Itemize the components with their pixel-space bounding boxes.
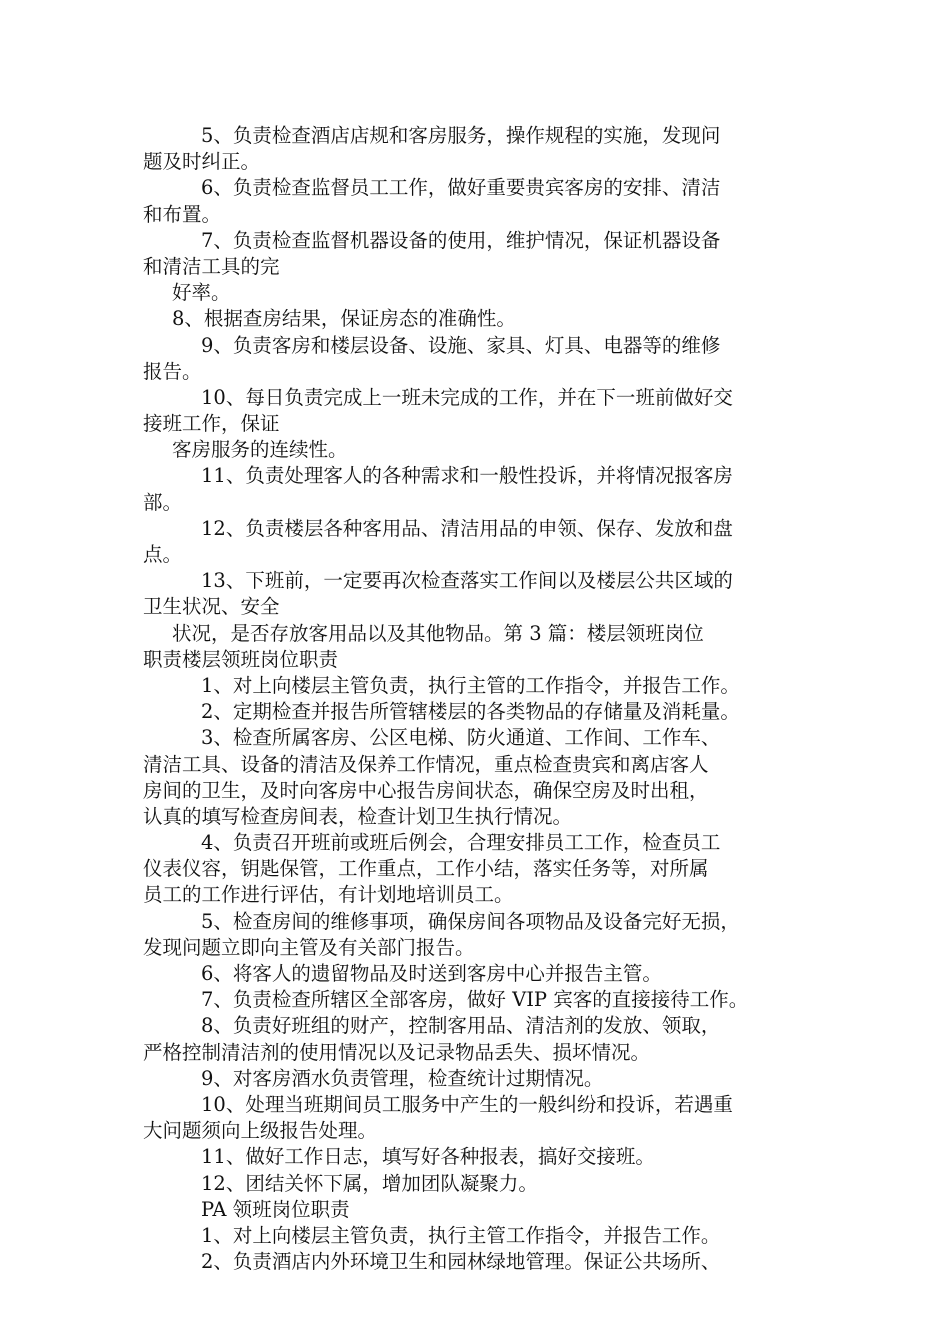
text-line: 7、负责检查所辖区全部客房，做好 VIP 宾客的直接接待工作。 [201, 988, 749, 1012]
text-line: 部。 [143, 490, 183, 514]
text-line: 仪表仪容，钥匙保管，工作重点，工作小结，落实任务等，对所属 [143, 857, 709, 881]
text-line: 11、负责处理客人的各种需求和一般性投诉，并将情况报客房 [201, 464, 733, 488]
text-line: 10、处理当班期间员工服务中产生的一般纠纷和投诉，若遇重 [201, 1092, 733, 1116]
text-line: 认真的填写检查房间表，检查计划卫生执行情况。 [143, 804, 573, 828]
text-line: 大问题须向上级报告处理。 [143, 1119, 378, 1143]
text-line: 2、负责酒店内外环境卫生和园林绿地管理。保证公共场所、 [201, 1250, 721, 1274]
text-line: 2、定期检查并报告所管辖楼层的各类物品的存储量及消耗量。 [201, 700, 740, 724]
text-line: 4、负责召开班前或班后例会，合理安排员工工作，检查员工 [201, 831, 721, 855]
text-line: 8、负责好班组的财产，控制客用品、清洁剂的发放、领取， [201, 1014, 721, 1038]
text-line: 好率。 [172, 281, 231, 305]
text-line: 发现问题立即向主管及有关部门报告。 [143, 935, 475, 959]
text-line: 客房服务的连续性。 [172, 438, 348, 462]
text-line: 7、负责检查监督机器设备的使用，维护情况，保证机器设备 [201, 228, 721, 252]
text-line: 房间的卫生，及时向客房中心报告房间状态，确保空房及时出租， [143, 778, 709, 802]
text-line: 12、负责楼层各种客用品、清洁用品的申领、保存、发放和盘 [201, 516, 733, 540]
text-line: 10、每日负责完成上一班未完成的工作，并在下一班前做好交 [201, 385, 733, 409]
text-line: 和布置。 [143, 202, 222, 226]
text-line: 题及时纠正。 [143, 150, 261, 174]
text-line: 9、负责客房和楼层设备、设施、家具、灯具、电器等的维修 [201, 333, 721, 357]
text-line: 1、对上向楼层主管负责，执行主管工作指令，并报告工作。 [201, 1223, 721, 1247]
text-line: 13、下班前，一定要再次检查落实工作间以及楼层公共区域的 [201, 569, 733, 593]
text-line: 状况，是否存放客用品以及其他物品。第 3 篇：楼层领班岗位 [172, 621, 704, 645]
text-line: 点。 [143, 543, 183, 566]
text-line: 和清洁工具的完 [143, 254, 280, 278]
text-line: 11、做好工作日志，填写好各种报表，搞好交接班。 [201, 1145, 655, 1169]
text-line: 员工的工作进行评估，有计划地培训员工。 [143, 883, 514, 907]
text-line: 6、负责检查监督员工工作，做好重要贵宾客房的安排、清洁 [201, 176, 721, 200]
text-line: 3、检查所属客房、公区电梯、防火通道、工作间、工作车、 [201, 726, 721, 750]
text-line: 卫生状况、安全 [143, 595, 280, 619]
text-line: 12、团结关怀下属，增加团队凝聚力。 [201, 1171, 538, 1195]
document-body [143, 123, 813, 1275]
text-line: 5、负责检查酒店店规和客房服务，操作规程的实施，发现问 [201, 124, 721, 147]
text-line: 清洁工具、设备的清洁及保养工作情况，重点检查贵宾和离店客人 [143, 752, 709, 776]
text-line: 严格控制清洁剂的使用情况以及记录物品丢失、损坏情况。 [143, 1040, 651, 1064]
text-line: 6、将客人的遗留物品及时送到客房中心并报告主管。 [201, 962, 662, 985]
text-line: 9、对客房酒水负责管理，检查统计过期情况。 [201, 1066, 604, 1090]
text-line: 职责楼层领班岗位职责 [143, 647, 339, 671]
text-line: 接班工作，保证 [143, 412, 280, 436]
text-line: 1、对上向楼层主管负责，执行主管的工作指令，并报告工作。 [201, 673, 740, 697]
text-line: 报告。 [143, 359, 202, 383]
text-line: 8、根据查房结果，保证房态的准确性。 [172, 307, 516, 331]
text-line: 5、检查房间的维修事项，确保房间各项物品及设备完好无损， [201, 909, 740, 933]
text-line: PA 领班岗位职责 [201, 1197, 350, 1221]
